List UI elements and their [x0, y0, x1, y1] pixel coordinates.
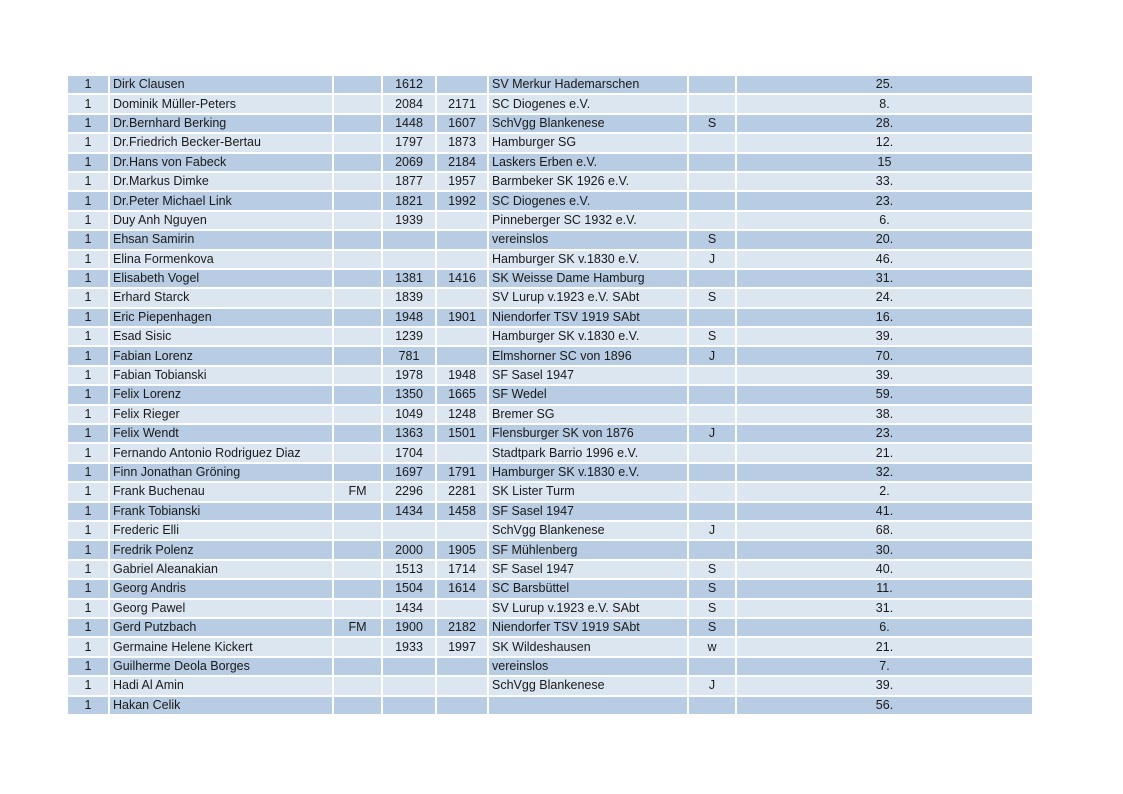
- player-name-cell: Dirk Clausen: [109, 76, 333, 94]
- title-cell: [333, 696, 382, 715]
- category-cell: [688, 94, 736, 113]
- round-cell: 1: [68, 599, 109, 618]
- player-name-cell: Erhard Starck: [109, 288, 333, 307]
- title-cell: [333, 94, 382, 113]
- title-cell: [333, 153, 382, 172]
- rank-cell: 31.: [736, 269, 1033, 288]
- round-cell: 1: [68, 191, 109, 210]
- table-row: [68, 133, 1033, 152]
- rank-cell: 70.: [736, 346, 1033, 365]
- rating-cell: 2000: [382, 540, 436, 559]
- round-cell: 1: [68, 676, 109, 695]
- club-cell: SchVgg Blankenese: [488, 521, 688, 540]
- round-cell: 1: [68, 211, 109, 230]
- table-row: [68, 521, 1033, 540]
- club-cell: [488, 696, 688, 715]
- player-name-cell: Hakan Celik: [109, 696, 333, 715]
- category-cell: [688, 211, 736, 230]
- elo-cell: [436, 599, 488, 618]
- elo-cell: [436, 696, 488, 715]
- player-name-cell: Fredrik Polenz: [109, 540, 333, 559]
- rating-cell: 1978: [382, 366, 436, 385]
- rank-cell: 46.: [736, 250, 1033, 269]
- title-cell: [333, 191, 382, 210]
- elo-cell: [436, 327, 488, 346]
- category-cell: [688, 269, 736, 288]
- title-cell: [333, 579, 382, 598]
- elo-cell: 1957: [436, 172, 488, 191]
- club-cell: SchVgg Blankenese: [488, 114, 688, 133]
- elo-cell: 1248: [436, 405, 488, 424]
- player-name-cell: Elina Formenkova: [109, 250, 333, 269]
- elo-cell: 1607: [436, 114, 488, 133]
- player-name-cell: Frederic Elli: [109, 521, 333, 540]
- title-cell: [333, 211, 382, 230]
- club-cell: Hamburger SK v.1830 e.V.: [488, 463, 688, 482]
- player-name-cell: Elisabeth Vogel: [109, 269, 333, 288]
- rank-cell: 8.: [736, 94, 1033, 113]
- category-cell: S: [688, 288, 736, 307]
- title-cell: [333, 76, 382, 94]
- rating-cell: 1434: [382, 599, 436, 618]
- table-row: [68, 250, 1033, 269]
- category-cell: [688, 696, 736, 715]
- table-body: [68, 76, 1033, 715]
- player-name-cell: Frank Tobianski: [109, 502, 333, 521]
- player-name-cell: Felix Wendt: [109, 424, 333, 443]
- category-cell: [688, 153, 736, 172]
- club-cell: Stadtpark Barrio 1996 e.V.: [488, 443, 688, 462]
- round-cell: 1: [68, 560, 109, 579]
- round-cell: 1: [68, 94, 109, 113]
- category-cell: J: [688, 676, 736, 695]
- category-cell: [688, 133, 736, 152]
- table-row: [68, 346, 1033, 365]
- rank-cell: 40.: [736, 560, 1033, 579]
- table-row: [68, 114, 1033, 133]
- rank-cell: 39.: [736, 327, 1033, 346]
- category-cell: S: [688, 327, 736, 346]
- title-cell: [333, 502, 382, 521]
- category-cell: J: [688, 521, 736, 540]
- club-cell: SV Lurup v.1923 e.V. SAbt: [488, 288, 688, 307]
- category-cell: [688, 657, 736, 676]
- elo-cell: 1992: [436, 191, 488, 210]
- rating-cell: 1877: [382, 172, 436, 191]
- round-cell: 1: [68, 76, 109, 94]
- elo-cell: 1501: [436, 424, 488, 443]
- round-cell: 1: [68, 114, 109, 133]
- rating-cell: 1821: [382, 191, 436, 210]
- round-cell: 1: [68, 657, 109, 676]
- rating-cell: 1933: [382, 637, 436, 656]
- club-cell: SV Lurup v.1923 e.V. SAbt: [488, 599, 688, 618]
- round-cell: 1: [68, 308, 109, 327]
- category-cell: [688, 463, 736, 482]
- rating-cell: 1612: [382, 76, 436, 94]
- elo-cell: [436, 443, 488, 462]
- club-cell: SF Sasel 1947: [488, 366, 688, 385]
- title-cell: [333, 346, 382, 365]
- title-cell: [333, 521, 382, 540]
- rank-cell: 25.: [736, 76, 1033, 94]
- title-cell: [333, 172, 382, 191]
- rank-cell: 6.: [736, 618, 1033, 637]
- round-cell: 1: [68, 502, 109, 521]
- table-row: [68, 153, 1033, 172]
- table-row: [68, 211, 1033, 230]
- rank-cell: 28.: [736, 114, 1033, 133]
- title-cell: [333, 637, 382, 656]
- player-name-cell: Ehsan Samirin: [109, 230, 333, 249]
- category-cell: J: [688, 346, 736, 365]
- club-cell: SV Merkur Hademarschen: [488, 76, 688, 94]
- title-cell: [333, 269, 382, 288]
- elo-cell: 2281: [436, 482, 488, 501]
- table-row: [68, 463, 1033, 482]
- elo-cell: 1614: [436, 579, 488, 598]
- club-cell: SC Diogenes e.V.: [488, 94, 688, 113]
- player-name-cell: Dr.Markus Dimke: [109, 172, 333, 191]
- title-cell: [333, 443, 382, 462]
- table-row: [68, 637, 1033, 656]
- title-cell: [333, 540, 382, 559]
- elo-cell: [436, 657, 488, 676]
- rating-cell: 1939: [382, 211, 436, 230]
- round-cell: 1: [68, 521, 109, 540]
- rating-cell: 1513: [382, 560, 436, 579]
- club-cell: Bremer SG: [488, 405, 688, 424]
- round-cell: 1: [68, 172, 109, 191]
- rank-cell: 56.: [736, 696, 1033, 715]
- rank-cell: 39.: [736, 676, 1033, 695]
- rank-cell: 23.: [736, 191, 1033, 210]
- category-cell: [688, 191, 736, 210]
- elo-cell: 1665: [436, 385, 488, 404]
- player-table: [68, 76, 1034, 716]
- table-row: [68, 308, 1033, 327]
- category-cell: [688, 385, 736, 404]
- rating-cell: 1704: [382, 443, 436, 462]
- rating-cell: 1504: [382, 579, 436, 598]
- title-cell: [333, 250, 382, 269]
- rank-cell: 68.: [736, 521, 1033, 540]
- table-row: [68, 599, 1033, 618]
- club-cell: SF Wedel: [488, 385, 688, 404]
- player-name-cell: Fernando Antonio Rodriguez Diaz: [109, 443, 333, 462]
- round-cell: 1: [68, 385, 109, 404]
- elo-cell: 2184: [436, 153, 488, 172]
- title-cell: [333, 366, 382, 385]
- player-name-cell: Esad Sisic: [109, 327, 333, 346]
- title-cell: [333, 385, 382, 404]
- title-cell: [333, 676, 382, 695]
- player-name-cell: Frank Buchenau: [109, 482, 333, 501]
- club-cell: Niendorfer TSV 1919 SAbt: [488, 618, 688, 637]
- club-cell: SK Lister Turm: [488, 482, 688, 501]
- table-row: [68, 482, 1033, 501]
- table-row: [68, 288, 1033, 307]
- table-row: [68, 618, 1033, 637]
- table-row: [68, 560, 1033, 579]
- round-cell: 1: [68, 463, 109, 482]
- category-cell: S: [688, 618, 736, 637]
- club-cell: Laskers Erben e.V.: [488, 153, 688, 172]
- title-cell: [333, 657, 382, 676]
- player-name-cell: Dr.Bernhard Berking: [109, 114, 333, 133]
- player-name-cell: Felix Lorenz: [109, 385, 333, 404]
- round-cell: 1: [68, 443, 109, 462]
- table-row: [68, 443, 1033, 462]
- club-cell: SF Sasel 1947: [488, 560, 688, 579]
- category-cell: [688, 366, 736, 385]
- player-name-cell: Dominik Müller-Peters: [109, 94, 333, 113]
- round-cell: 1: [68, 288, 109, 307]
- elo-cell: 1873: [436, 133, 488, 152]
- round-cell: 1: [68, 153, 109, 172]
- table-row: [68, 191, 1033, 210]
- rating-cell: 1049: [382, 405, 436, 424]
- rank-cell: 12.: [736, 133, 1033, 152]
- round-cell: 1: [68, 133, 109, 152]
- title-cell: FM: [333, 618, 382, 637]
- rank-cell: 23.: [736, 424, 1033, 443]
- club-cell: Hamburger SK v.1830 e.V.: [488, 250, 688, 269]
- category-cell: J: [688, 250, 736, 269]
- table-row: [68, 676, 1033, 695]
- rank-cell: 2.: [736, 482, 1033, 501]
- elo-cell: [436, 211, 488, 230]
- player-name-cell: Fabian Lorenz: [109, 346, 333, 365]
- title-cell: [333, 327, 382, 346]
- table-row: [68, 405, 1033, 424]
- title-cell: [333, 114, 382, 133]
- category-cell: J: [688, 424, 736, 443]
- rank-cell: 38.: [736, 405, 1033, 424]
- rating-cell: 2084: [382, 94, 436, 113]
- rating-cell: 781: [382, 346, 436, 365]
- player-name-cell: Dr.Friedrich Becker-Bertau: [109, 133, 333, 152]
- elo-cell: 1905: [436, 540, 488, 559]
- club-cell: Hamburger SG: [488, 133, 688, 152]
- rank-cell: 20.: [736, 230, 1033, 249]
- rank-cell: 39.: [736, 366, 1033, 385]
- round-cell: 1: [68, 579, 109, 598]
- club-cell: SF Mühlenberg: [488, 540, 688, 559]
- elo-cell: 1791: [436, 463, 488, 482]
- club-cell: SF Sasel 1947: [488, 502, 688, 521]
- category-cell: [688, 172, 736, 191]
- table-row: [68, 94, 1033, 113]
- round-cell: 1: [68, 424, 109, 443]
- table-row: [68, 502, 1033, 521]
- category-cell: [688, 502, 736, 521]
- category-cell: [688, 76, 736, 94]
- elo-cell: [436, 521, 488, 540]
- category-cell: [688, 443, 736, 462]
- rating-cell: 1448: [382, 114, 436, 133]
- rating-cell: 1434: [382, 502, 436, 521]
- club-cell: vereinslos: [488, 657, 688, 676]
- club-cell: Hamburger SK v.1830 e.V.: [488, 327, 688, 346]
- rating-cell: 2069: [382, 153, 436, 172]
- table-row: [68, 696, 1033, 715]
- player-name-cell: Georg Pawel: [109, 599, 333, 618]
- round-cell: 1: [68, 405, 109, 424]
- title-cell: [333, 463, 382, 482]
- rating-cell: [382, 230, 436, 249]
- rating-cell: 1363: [382, 424, 436, 443]
- rank-cell: 30.: [736, 540, 1033, 559]
- elo-cell: [436, 676, 488, 695]
- rating-cell: 1239: [382, 327, 436, 346]
- player-name-cell: Eric Piepenhagen: [109, 308, 333, 327]
- title-cell: [333, 288, 382, 307]
- table-row: [68, 424, 1033, 443]
- elo-cell: 1997: [436, 637, 488, 656]
- title-cell: [333, 308, 382, 327]
- title-cell: [333, 230, 382, 249]
- elo-cell: 2171: [436, 94, 488, 113]
- club-cell: Flensburger SK von 1876: [488, 424, 688, 443]
- category-cell: S: [688, 560, 736, 579]
- club-cell: Elmshorner SC von 1896: [488, 346, 688, 365]
- table-row: [68, 269, 1033, 288]
- rating-cell: [382, 696, 436, 715]
- club-cell: Barmbeker SK 1926 e.V.: [488, 172, 688, 191]
- elo-cell: [436, 288, 488, 307]
- club-cell: SC Barsbüttel: [488, 579, 688, 598]
- club-cell: SchVgg Blankenese: [488, 676, 688, 695]
- club-cell: SC Diogenes e.V.: [488, 191, 688, 210]
- category-cell: [688, 308, 736, 327]
- rating-cell: [382, 676, 436, 695]
- elo-cell: [436, 346, 488, 365]
- club-cell: Pinneberger SC 1932 e.V.: [488, 211, 688, 230]
- title-cell: [333, 560, 382, 579]
- club-cell: SK Weisse Dame Hamburg: [488, 269, 688, 288]
- table-row: [68, 230, 1033, 249]
- elo-cell: 1901: [436, 308, 488, 327]
- table-row: [68, 327, 1033, 346]
- rank-cell: 41.: [736, 502, 1033, 521]
- player-name-cell: Dr.Hans von Fabeck: [109, 153, 333, 172]
- player-name-cell: Hadi Al Amin: [109, 676, 333, 695]
- rank-cell: 24.: [736, 288, 1033, 307]
- category-cell: [688, 405, 736, 424]
- table-row: [68, 579, 1033, 598]
- elo-cell: [436, 76, 488, 94]
- round-cell: 1: [68, 346, 109, 365]
- rating-cell: 1839: [382, 288, 436, 307]
- player-name-cell: Dr.Peter Michael Link: [109, 191, 333, 210]
- player-name-cell: Finn Jonathan Gröning: [109, 463, 333, 482]
- elo-cell: 2182: [436, 618, 488, 637]
- table-row: [68, 385, 1033, 404]
- player-name-cell: Guilherme Deola Borges: [109, 657, 333, 676]
- player-name-cell: Gabriel Aleanakian: [109, 560, 333, 579]
- table-row: [68, 540, 1033, 559]
- club-cell: SK Wildeshausen: [488, 637, 688, 656]
- rank-cell: 16.: [736, 308, 1033, 327]
- elo-cell: [436, 230, 488, 249]
- player-name-cell: Germaine Helene Kickert: [109, 637, 333, 656]
- elo-cell: 1416: [436, 269, 488, 288]
- elo-cell: 1714: [436, 560, 488, 579]
- round-cell: 1: [68, 482, 109, 501]
- round-cell: 1: [68, 366, 109, 385]
- category-cell: w: [688, 637, 736, 656]
- rank-cell: 32.: [736, 463, 1033, 482]
- round-cell: 1: [68, 230, 109, 249]
- category-cell: [688, 482, 736, 501]
- rating-cell: 1697: [382, 463, 436, 482]
- title-cell: [333, 599, 382, 618]
- title-cell: FM: [333, 482, 382, 501]
- rank-cell: 6.: [736, 211, 1033, 230]
- table-row: [68, 366, 1033, 385]
- rating-cell: 1350: [382, 385, 436, 404]
- category-cell: [688, 540, 736, 559]
- rank-cell: 33.: [736, 172, 1033, 191]
- round-cell: 1: [68, 327, 109, 346]
- category-cell: S: [688, 599, 736, 618]
- category-cell: S: [688, 114, 736, 133]
- club-cell: Niendorfer TSV 1919 SAbt: [488, 308, 688, 327]
- rank-cell: 7.: [736, 657, 1033, 676]
- rank-cell: 21.: [736, 443, 1033, 462]
- rank-cell: 11.: [736, 579, 1033, 598]
- round-cell: 1: [68, 618, 109, 637]
- category-cell: S: [688, 230, 736, 249]
- club-cell: vereinslos: [488, 230, 688, 249]
- round-cell: 1: [68, 696, 109, 715]
- player-name-cell: Fabian Tobianski: [109, 366, 333, 385]
- rating-cell: 1900: [382, 618, 436, 637]
- round-cell: 1: [68, 540, 109, 559]
- round-cell: 1: [68, 250, 109, 269]
- player-name-cell: Duy Anh Nguyen: [109, 211, 333, 230]
- table-row: [68, 76, 1033, 94]
- rating-cell: [382, 657, 436, 676]
- table-row: [68, 657, 1033, 676]
- rank-cell: 21.: [736, 637, 1033, 656]
- rating-cell: [382, 521, 436, 540]
- rank-cell: 31.: [736, 599, 1033, 618]
- round-cell: 1: [68, 269, 109, 288]
- rating-cell: 1948: [382, 308, 436, 327]
- title-cell: [333, 133, 382, 152]
- player-name-cell: Gerd Putzbach: [109, 618, 333, 637]
- title-cell: [333, 424, 382, 443]
- rating-cell: 1797: [382, 133, 436, 152]
- elo-cell: 1458: [436, 502, 488, 521]
- player-name-cell: Felix Rieger: [109, 405, 333, 424]
- elo-cell: 1948: [436, 366, 488, 385]
- rating-cell: 1381: [382, 269, 436, 288]
- player-name-cell: Georg Andris: [109, 579, 333, 598]
- rank-cell: 15: [736, 153, 1033, 172]
- title-cell: [333, 405, 382, 424]
- rating-cell: [382, 250, 436, 269]
- rank-cell: 59.: [736, 385, 1033, 404]
- round-cell: 1: [68, 637, 109, 656]
- category-cell: S: [688, 579, 736, 598]
- elo-cell: [436, 250, 488, 269]
- table-row: [68, 172, 1033, 191]
- rating-cell: 2296: [382, 482, 436, 501]
